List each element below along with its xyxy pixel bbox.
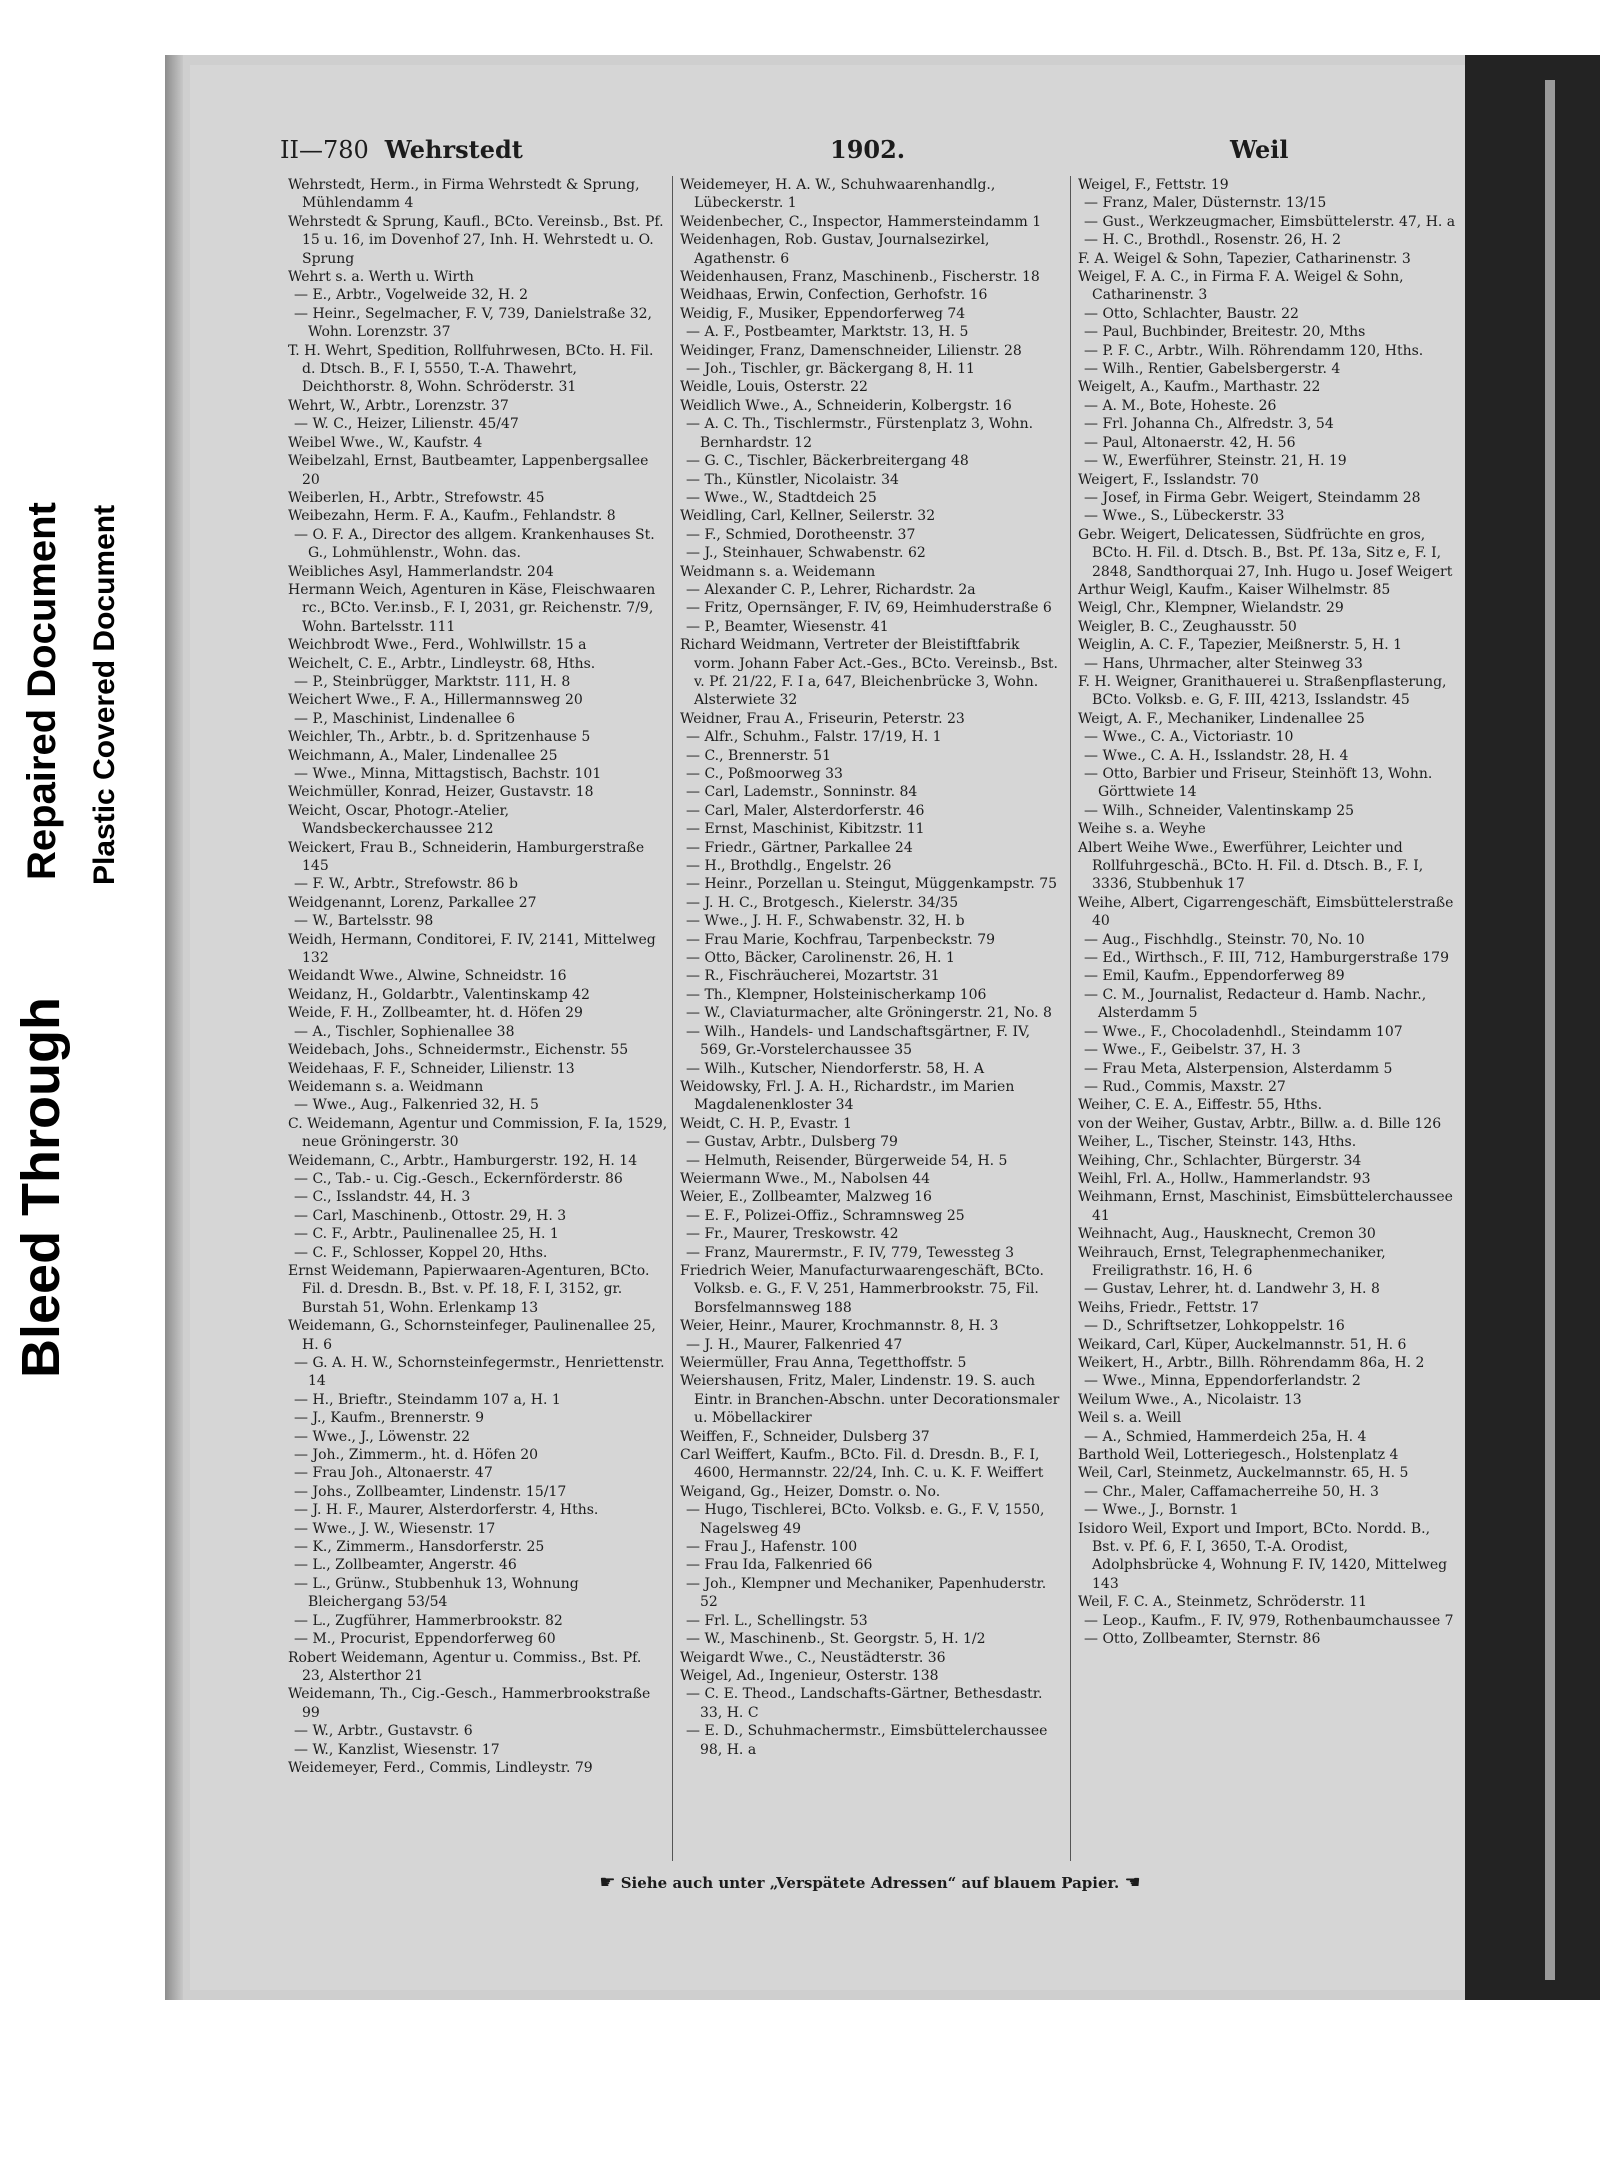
directory-entry: Weihe, Albert, Cigarrengeschäft, Eimsbüttelerstraße 40 xyxy=(1078,894,1454,930)
directory-entry: — Wwe., J. W., Wiesenstr. 17 xyxy=(294,1520,496,1537)
directory-entry: Isidoro Weil, Export und Import, BCto. Nordd. B., Bst. v. Pf. 6, F. I, 3650, T.-A. Orodist, Adolphsbrücke 4, Wohnung F. IV, 1420, Mittelweg 143 xyxy=(1078,1520,1448,1592)
directory-entry: — Frau Meta, Alsterpension, Alsterdamm 5 xyxy=(1084,1060,1393,1077)
directory-column-3 xyxy=(1078,176,1458,1649)
directory-entry: — Josef, in Firma Gebr. Weigert, Steindamm 28 xyxy=(1084,489,1421,506)
directory-entry: Weidanz, H., Goldarbtr., Valentinskamp 42 xyxy=(288,986,590,1003)
directory-entry: — Wilh., Rentier, Gabelsbergerstr. 4 xyxy=(1084,361,1341,378)
directory-entry: Weikert, H., Arbtr., Billh. Röhrendamm 86a, H. 2 xyxy=(1078,1355,1425,1371)
directory-entry: Weichmüller, Konrad, Heizer, Gustavstr. 18 xyxy=(288,784,594,801)
plastic-covered-document-label: Plastic Covered Document xyxy=(88,504,121,885)
directory-entry: — E. F., Polizei-Offiz., Schramnsweg 25 xyxy=(686,1207,965,1224)
directory-entry: — Alfr., Schuhm., Falstr. 17/19, H. 1 xyxy=(686,729,942,746)
directory-entry: — Wwe., Aug., Falkenried 32, H. 5 xyxy=(294,1097,539,1114)
directory-entry: Weihs, Friedr., Fettstr. 17 xyxy=(1078,1299,1259,1316)
directory-entry: — E., Arbtr., Vogelweide 32, H. 2 xyxy=(294,287,529,304)
directory-entry: — Joh., Klempner und Mechaniker, Papenhuderstr. 52 xyxy=(686,1575,1047,1611)
directory-entry: — E. D., Schuhmachermstr., Eimsbüttelerchaussee 98, H. a xyxy=(686,1723,1048,1758)
directory-entry: — Franz, Maurermstr., F. IV, 779, Tewessteg 3 xyxy=(686,1244,1015,1261)
directory-entry: — J., Steinhauer, Schwabenstr. 62 xyxy=(686,545,926,562)
directory-entry: — Hugo, Tischlerei, BCto. Volksb. e. G., F. V, 1550, Nagelsweg 49 xyxy=(686,1502,1045,1537)
directory-entry: — C. M., Journalist, Redacteur d. Hamb. Nachr., Alsterdamm 5 xyxy=(1084,986,1427,1022)
directory-entry: — Leop., Kaufm., F. IV, 979, Rothenbaumchaussee 7 xyxy=(1084,1612,1454,1629)
directory-entry: Weicht, Oscar, Photogr.-Atelier, Wandsbeckerchaussee 212 xyxy=(288,802,510,838)
directory-entry: — Wwe., J. H. F., Schwabenstr. 32, H. b xyxy=(686,913,965,930)
directory-entry: — Frl. Johanna Ch., Alfredstr. 3, 54 xyxy=(1084,416,1334,433)
directory-entry: — Frau Marie, Kochfrau, Tarpenbeckstr. 79 xyxy=(686,931,996,948)
directory-entry: — Carl, Maschinenb., Ottostr. 29, H. 3 xyxy=(294,1207,567,1224)
directory-entry: Weigt, A. F., Mechaniker, Lindenallee 25 xyxy=(1078,710,1365,727)
directory-entry: Weigand, Gg., Heizer, Domstr. o. No. xyxy=(680,1483,941,1500)
directory-entry: Weidemann, G., Schornsteinfeger, Paulinenallee 25, H. 6 xyxy=(288,1318,656,1353)
directory-entry: — K., Zimmerm., Hansdorferstr. 25 xyxy=(294,1539,545,1556)
directory-entry: Weihmann, Ernst, Maschinist, Eimsbüttelerchaussee 41 xyxy=(1078,1189,1453,1224)
directory-entry: Weichelt, C. E., Arbtr., Lindleystr. 68, Hths. xyxy=(288,655,596,672)
directory-entry: — Joh., Tischler, gr. Bäckergang 8, H. 11 xyxy=(686,361,975,378)
directory-entry: Weidemeyer, H. A. W., Schuhwaarenhandlg., Lübeckerstr. 1 xyxy=(680,177,996,212)
directory-entry: F. A. Weigel & Sohn, Tapezier, Catharinenstr. 3 xyxy=(1078,250,1411,267)
directory-entry: Weidehaas, F. F., Schneider, Lilienstr. 13 xyxy=(288,1060,575,1077)
directory-entry: Weigl, Chr., Klempner, Wielandstr. 29 xyxy=(1078,600,1344,617)
directory-entry: Weigel, Ad., Ingenieur, Osterstr. 138 xyxy=(680,1667,939,1684)
directory-entry: Weiershausen, Fritz, Maler, Lindenstr. 19. S. auch Eintr. in Branchen-Abschn. unter Decorationsmaler u. Möbellackirer xyxy=(680,1373,1060,1427)
page-dark-edge xyxy=(1465,55,1600,2000)
directory-entry: — Wwe., C. A. H., Isslandstr. 28, H. 4 xyxy=(1084,747,1349,764)
directory-entry: — Frl. L., Schellingstr. 53 xyxy=(686,1612,868,1629)
directory-entry: Weichler, Th., Arbtr., b. d. Spritzenhause 5 xyxy=(288,729,591,746)
directory-entry: Weibelzahl, Ernst, Bautbeamter, Lappenbergsallee 20 xyxy=(288,453,649,488)
directory-entry: — Paul, Altonaerstr. 42, H. 56 xyxy=(1084,434,1296,451)
directory-entry: — L., Zollbeamter, Angerstr. 46 xyxy=(294,1557,517,1574)
directory-entry: Weier, Heinr., Maurer, Krochmannstr. 8, H. 3 xyxy=(680,1318,999,1335)
directory-entry: Weidlich Wwe., A., Schneiderin, Kolbergstr. 16 xyxy=(680,397,1012,414)
side-labels xyxy=(0,0,150,2177)
directory-entry: Weiermann Wwe., M., Nabolsen 44 xyxy=(680,1170,931,1187)
directory-entry: Richard Weidmann, Vertreter der Bleistiftfabrik vorm. Johann Faber Act.-Ges., BCto. Vereinsb., Bst. v. Pf. 21/22, F. I a, 647, Bleichenbrücke 3, Wohn. Alsterwiete 32 xyxy=(680,637,1058,709)
page-binding-shadow xyxy=(165,55,183,2000)
directory-entry: Weidmann s. a. Weidemann xyxy=(680,563,876,580)
directory-entry: Weil s. a. Weill xyxy=(1078,1410,1182,1427)
directory-entry: — W., Kanzlist, Wiesenstr. 17 xyxy=(294,1741,500,1758)
left-catchword: Wehrstedt xyxy=(384,135,523,164)
directory-entry: Weiher, C. E. A., Eiffestr. 55, Hths. xyxy=(1078,1097,1323,1114)
directory-entry: — Wilh., Schneider, Valentinskamp 25 xyxy=(1084,802,1355,819)
directory-entry: — Gust., Werkzeugmacher, Eimsbüttelerstr. 47, H. a xyxy=(1084,213,1456,230)
directory-entry: — Carl, Lademstr., Sonninstr. 84 xyxy=(686,784,918,801)
directory-entry: Weigler, B. C., Zeughausstr. 50 xyxy=(1078,618,1297,635)
running-header-left xyxy=(280,135,523,164)
directory-entry: — C., Tab.- u. Cig.-Gesch., Eckernförderstr. 86 xyxy=(294,1170,623,1187)
directory-entry: Weickert, Frau B., Schneiderin, Hamburgerstraße 145 xyxy=(288,839,645,875)
directory-entry: C. Weidemann, Agentur und Commission, F. Ia, 1529, neue Gröningerstr. 30 xyxy=(288,1115,668,1151)
directory-entry: — A. M., Bote, Hoheste. 26 xyxy=(1084,397,1277,414)
directory-entry: — Otto, Zollbeamter, Sternstr. 86 xyxy=(1084,1631,1321,1648)
pointing-hand-right-icon: ☛ xyxy=(599,1872,616,1893)
directory-entry: Weiher, L., Tischer, Steinstr. 143, Hths. xyxy=(1078,1134,1357,1151)
directory-entry: Weichmann, A., Maler, Lindenallee 25 xyxy=(288,747,558,764)
directory-entry: — C. E. Theod., Landschafts-Gärtner, Bethesdastr. 33, H. C xyxy=(686,1686,1043,1721)
directory-entry: Weidandt Wwe., Alwine, Schneidstr. 16 xyxy=(288,968,567,985)
directory-entry: — Hans, Uhrmacher, alter Steinweg 33 xyxy=(1084,655,1363,672)
directory-entry: — C. F., Schlosser, Koppel 20, Hths. xyxy=(294,1244,548,1261)
directory-entry: — C., Brennerstr. 51 xyxy=(686,747,831,764)
directory-entry: Weibezahn, Herm. F. A., Kaufm., Fehlandstr. 8 xyxy=(288,508,616,525)
footer-note-text: Siehe auch unter „Verspätete Adressen“ auf blauem Papier. xyxy=(620,1874,1120,1892)
directory-entry: Weidenhagen, Rob. Gustav, Journalsezirkel, Agathenstr. 6 xyxy=(680,232,990,267)
directory-entry: Hermann Weich, Agenturen in Käse, Fleischwaaren rc., BCto. Ver.insb., F. I, 2031, gr. Reichenstr. 7/9, Wohn. Bartelsstr. 111 xyxy=(288,581,656,635)
directory-entry: Weidemann s. a. Weidmann xyxy=(288,1078,484,1095)
directory-entry: — L., Zugführer, Hammerbrookstr. 82 xyxy=(294,1612,563,1629)
directory-entry: — Chr., Maler, Caffamacherreihe 50, H. 3 xyxy=(1084,1483,1379,1500)
directory-entry: — Aug., Fischhdlg., Steinstr. 70, No. 10 xyxy=(1084,931,1365,948)
directory-entry: Weidemann, C., Arbtr., Hamburgerstr. 192, H. 14 xyxy=(288,1152,638,1169)
directory-entry: — Th., Klempner, Holsteinischerkamp 106 xyxy=(686,986,987,1003)
directory-column-1 xyxy=(288,176,668,1777)
directory-entry: Weidt, C. H. P., Evastr. 1 xyxy=(680,1115,852,1132)
directory-entry: Gebr. Weigert, Delicatessen, Südfrüchte en gros, BCto. H. Fil. d. Dtsch. B., Bst. Pf. 13a, Sitz e, F. I, 2848, Sandthorquai 27, Inh. Hugo u. Josef Weigert xyxy=(1078,526,1453,580)
directory-entry: Weihnacht, Aug., Hausknecht, Cremon 30 xyxy=(1078,1226,1376,1243)
directory-entry: — Wwe., Minna, Mittagstisch, Bachstr. 101 xyxy=(294,766,602,782)
directory-entry: Weikard, Carl, Küper, Auckelmannstr. 51, H. 6 xyxy=(1078,1336,1407,1353)
directory-entry: — A. C. Th., Tischlermstr., Fürstenplatz 3, Wohn. Bernhardstr. 12 xyxy=(686,416,1034,451)
directory-entry: — F. W., Arbtr., Strefowstr. 86 b xyxy=(294,876,518,893)
directory-entry: Weiberlen, H., Arbtr., Strefowstr. 45 xyxy=(288,489,545,506)
directory-entry: — P., Maschinist, Lindenallee 6 xyxy=(294,710,516,727)
directory-entry: Weidebach, Johs., Schneidermstr., Eichenstr. 55 xyxy=(288,1042,629,1059)
directory-entry: — F., Schmied, Dorotheenstr. 37 xyxy=(686,526,916,543)
directory-entry: — O. F. A., Director des allgem. Krankenhauses St. G., Lohmühlenstr., Wohn. das. xyxy=(294,526,655,562)
directory-entry: Albert Weihe Wwe., Ewerführer, Leichter und Rollfuhrgeschä., BCto. H. Fil. d. Dtsch. B., F. I, 3336, Stubbenhuk 17 xyxy=(1078,839,1424,893)
directory-entry: — H., Brieftr., Steindamm 107 a, H. 1 xyxy=(294,1391,561,1408)
directory-entry: — Wwe., J., Löwenstr. 22 xyxy=(294,1428,471,1445)
directory-entry: — Alexander C. P., Lehrer, Richardstr. 2a xyxy=(686,581,976,598)
directory-entry: Wehrt s. a. Werth u. Wirth xyxy=(288,269,474,286)
directory-entry: Weidowsky, Frl. J. A. H., Richardstr., im Marien Magdalenenkloster 34 xyxy=(680,1078,1015,1114)
directory-entry: — J. H. F., Maurer, Alsterdorferstr. 4, Hths. xyxy=(294,1502,599,1519)
directory-entry: Weibliches Asyl, Hammerlandstr. 204 xyxy=(288,563,554,580)
directory-entry: — Wilh., Handels- und Landschaftsgärtner, F. IV, 569, Gr.-Vorstelerchaussee 35 xyxy=(686,1023,1031,1059)
directory-entry: Weigel, F., Fettstr. 19 xyxy=(1078,177,1229,193)
directory-column-2 xyxy=(680,176,1060,1759)
repaired-document-label: Repaired Document xyxy=(20,502,64,880)
directory-entry: — C., Isslandstr. 44, H. 3 xyxy=(294,1189,471,1206)
directory-entry: — Ernst, Maschinist, Kibitzstr. 11 xyxy=(686,821,925,838)
directory-entry: — Emil, Kaufm., Eppendorferweg 89 xyxy=(1084,968,1345,985)
directory-entry: — Th., Künstler, Nicolaistr. 34 xyxy=(686,471,899,488)
directory-entry: Weide, F. H., Zollbeamter, ht. d. Höfen 29 xyxy=(288,1005,583,1022)
directory-entry: — Heinr., Segelmacher, F. V, 739, Danielstraße 32, Wohn. Lorenzstr. 37 xyxy=(294,305,653,341)
directory-entry: Weihrauch, Ernst, Telegraphenmechaniker, Freiligrathstr. 16, H. 6 xyxy=(1078,1244,1386,1279)
directory-entry: Weilum Wwe., A., Nicolaistr. 13 xyxy=(1078,1391,1302,1408)
directory-entry: — Otto, Barbier und Friseur, Steinhöft 13, Wohn. Görttwiete 14 xyxy=(1084,766,1433,801)
directory-entry: — Heinr., Porzellan u. Steingut, Müggenkampstr. 75 xyxy=(686,876,1058,893)
directory-entry: Weigardt Wwe., C., Neustädterstr. 36 xyxy=(680,1649,946,1666)
directory-entry: Ernst Weidemann, Papierwaaren-Agenturen, BCto. Fil. d. Dresdn. B., Bst. v. Pf. 18, F. I, 3152, gr. Burstah 51, Wohn. Erlenkamp 13 xyxy=(288,1262,650,1316)
directory-entry: Weidenhausen, Franz, Maschinenb., Fischerstr. 18 xyxy=(680,269,1040,286)
directory-entry: — C. F., Arbtr., Paulinenallee 25, H. 1 xyxy=(294,1226,559,1243)
directory-entry: — W., Claviaturmacher, alte Gröningerstr. 21, No. 8 xyxy=(686,1005,1052,1022)
directory-entry: — A., Schmied, Hammerdeich 25a, H. 4 xyxy=(1084,1428,1367,1445)
right-catchword: Weil xyxy=(1230,135,1289,164)
column-divider xyxy=(1070,176,1071,1861)
directory-entry: — Johs., Zollbeamter, Lindenstr. 15/17 xyxy=(294,1483,567,1500)
directory-entry: — Helmuth, Reisender, Bürgerweide 54, H. 5 xyxy=(686,1152,1008,1169)
directory-entry: — Fr., Maurer, Treskowstr. 42 xyxy=(686,1226,899,1243)
directory-entry: Weil, Carl, Steinmetz, Auckelmannstr. 65, H. 5 xyxy=(1078,1465,1409,1482)
directory-entry: Weihl, Frl. A., Hollw., Hammerlandstr. 93 xyxy=(1078,1170,1371,1187)
directory-entry: — Fritz, Opernsänger, F. IV, 69, Heimhuderstraße 6 xyxy=(686,600,1052,617)
directory-entry: — J. H., Maurer, Falkenried 47 xyxy=(686,1336,903,1353)
directory-entry: — Gustav, Lehrer, ht. d. Landwehr 3, H. 8 xyxy=(1084,1281,1380,1298)
directory-entry: — R., Fischräucherei, Mozartstr. 31 xyxy=(686,968,940,985)
directory-entry: — Gustav, Arbtr., Dulsberg 79 xyxy=(686,1134,898,1151)
directory-entry: — Paul, Buchbinder, Breitestr. 20, Mths xyxy=(1084,324,1366,341)
directory-entry: Weil, F. C. A., Steinmetz, Schröderstr. 11 xyxy=(1078,1594,1368,1611)
directory-entry: Weihing, Chr., Schlachter, Bürgerstr. 34 xyxy=(1078,1152,1362,1169)
directory-entry: — Carl, Maler, Alsterdorferstr. 46 xyxy=(686,802,925,819)
directory-entry: — Wwe., F., Geibelstr. 37, H. 3 xyxy=(1084,1042,1301,1059)
directory-entry: — W., Maschinenb., St. Georgstr. 5, H. 1/2 xyxy=(686,1631,986,1648)
directory-entry: — W., Arbtr., Gustavstr. 6 xyxy=(294,1723,473,1740)
directory-entry: — G. C., Tischler, Bäckerbreitergang 48 xyxy=(686,453,969,470)
directory-entry: — H., Brothdlg., Engelstr. 26 xyxy=(686,858,892,875)
directory-entry: — A. F., Postbeamter, Marktstr. 13, H. 5 xyxy=(686,324,969,341)
directory-entry: — W., Bartelsstr. 98 xyxy=(294,913,434,930)
directory-entry: — Wwe., C. A., Victoriastr. 10 xyxy=(1084,729,1294,746)
directory-entry: Wehrt, W., Arbtr., Lorenzstr. 37 xyxy=(288,397,509,414)
directory-entry: Weidemeyer, Ferd., Commis, Lindleystr. 79 xyxy=(288,1759,593,1776)
pointing-hand-left-icon: ☚ xyxy=(1124,1872,1141,1893)
directory-entry: Weichbrodt Wwe., Ferd., Wohlwillstr. 15 a xyxy=(288,637,587,654)
directory-entry: — G. A. H. W., Schornsteinfegermstr., Henriettenstr. 14 xyxy=(294,1355,665,1390)
directory-entry: — H. C., Brothdl., Rosenstr. 26, H. 2 xyxy=(1084,232,1342,249)
directory-entry: Carl Weiffert, Kaufm., BCto. Fil. d. Dresdn. B., F. I, 4600, Hermannstr. 22/24, Inh. C. u. K. F. Weiffert xyxy=(680,1447,1044,1482)
directory-entry: T. H. Wehrt, Spedition, Rollfuhrwesen, BCto. H. Fil. d. Dtsch. B., F. I, 5550, T.-A. Thawehrt, Deichthorstr. 8, Wohn. Schröderstr. 31 xyxy=(288,342,654,396)
directory-entry: Weiglin, A. C. F., Tapezier, Meißnerstr. 5, H. 1 xyxy=(1078,637,1403,654)
directory-entry: — Otto, Bäcker, Carolinenstr. 26, H. 1 xyxy=(686,950,955,967)
directory-entry: — L., Grünw., Stubbenhuk 13, Wohnung Bleichergang 53/54 xyxy=(294,1575,579,1611)
directory-entry: F. H. Weigner, Granithauerei u. Straßenpflasterung, BCto. Volksb. e. G, F. III, 4213, Isslandstr. 45 xyxy=(1078,673,1447,709)
directory-entry: — J., Kaufm., Brennerstr. 9 xyxy=(294,1410,485,1427)
directory-entry: Weiermüller, Frau Anna, Tegetthoffstr. 5 xyxy=(680,1355,967,1371)
column-divider xyxy=(672,176,673,1861)
bleed-through-label: Bleed Through xyxy=(11,997,71,1378)
directory-entry: Weidh, Hermann, Conditorei, F. IV, 2141, Mittelweg 132 xyxy=(288,931,656,967)
footer-note xyxy=(280,1872,1460,1893)
header-year: 1902. xyxy=(830,135,906,164)
directory-entry: — Wwe., Minna, Eppendorferlandstr. 2 xyxy=(1084,1373,1361,1390)
directory-entry: — A., Tischler, Sophienallee 38 xyxy=(294,1023,515,1040)
directory-entry: — P. F. C., Arbtr., Wilh. Röhrendamm 120, Hths. xyxy=(1084,342,1424,359)
directory-entry: Weigert, F., Isslandstr. 70 xyxy=(1078,471,1259,488)
directory-entry: Weigel, F. A. C., in Firma F. A. Weigel & Sohn, Catharinenstr. 3 xyxy=(1078,269,1404,304)
directory-entry: Weidhaas, Erwin, Confection, Gerhofstr. 16 xyxy=(680,287,988,304)
directory-entry: Weier, E., Zollbeamter, Malzweg 16 xyxy=(680,1189,932,1206)
directory-entry: Weidling, Carl, Kellner, Seilerstr. 32 xyxy=(680,508,936,525)
directory-entry: Wehrstedt, Herm., in Firma Wehrstedt & Sprung, Mühlendamm 4 xyxy=(288,177,640,212)
directory-entry: Weidner, Frau A., Friseurin, Peterstr. 23 xyxy=(680,710,965,727)
directory-entry: — Ed., Wirthsch., F. III, 712, Hamburgerstraße 179 xyxy=(1084,950,1449,967)
directory-entry: Weidenbecher, C., Inspector, Hammersteindamm 1 xyxy=(680,213,1042,230)
directory-entry: — Rud., Commis, Maxstr. 27 xyxy=(1084,1078,1286,1095)
directory-entry: Weiffen, F., Schneider, Dulsberg 37 xyxy=(680,1428,930,1445)
directory-entry: — W. C., Heizer, Lilienstr. 45/47 xyxy=(294,416,519,433)
directory-entry: Weidemann, Th., Cig.-Gesch., Hammerbrookstraße 99 xyxy=(288,1686,651,1721)
directory-entry: Robert Weidemann, Agentur u. Commiss., Bst. Pf. 23, Alsterthor 21 xyxy=(288,1649,642,1684)
directory-entry: Friedrich Weier, Manufacturwaarengeschäft, BCto. Volksb. e. G., F. V, 251, Hammerbrookstr. 75, Fil. Borsfelmannsweg 188 xyxy=(680,1262,1044,1316)
directory-entry: — Otto, Schlachter, Baustr. 22 xyxy=(1084,305,1299,322)
directory-entry: Weidgenannt, Lorenz, Parkallee 27 xyxy=(288,894,537,911)
directory-entry: — Wwe., J., Bornstr. 1 xyxy=(1084,1502,1239,1519)
directory-entry: — Franz, Maler, Düsternstr. 13/15 xyxy=(1084,195,1327,212)
directory-entry: Weidig, F., Musiker, Eppendorferweg 74 xyxy=(680,305,966,322)
directory-entry: von der Weiher, Gustav, Arbtr., Billw. a. d. Bille 126 xyxy=(1078,1115,1442,1132)
directory-entry: — Joh., Zimmerm., ht. d. Höfen 20 xyxy=(294,1447,539,1464)
directory-entry: — C., Poßmoorweg 33 xyxy=(686,766,843,782)
directory-entry: Weihe s. a. Weyhe xyxy=(1078,821,1206,838)
directory-entry: — Wwe., S., Lübeckerstr. 33 xyxy=(1084,508,1285,525)
page-edge-highlight xyxy=(1545,80,1555,1980)
directory-entry: — Wwe., W., Stadtdeich 25 xyxy=(686,489,877,506)
directory-entry: Wehrstedt & Sprung, Kaufl., BCto. Vereinsb., Bst. Pf. 15 u. 16, im Dovenhof 27, Inh. H. Wehrstedt u. O. Sprung xyxy=(288,213,664,267)
directory-entry: — P., Steinbrügger, Marktstr. 111, H. 8 xyxy=(294,673,571,690)
directory-entry: — Friedr., Gärtner, Parkallee 24 xyxy=(686,839,913,856)
directory-entry: Weidinger, Franz, Damenschneider, Lilienstr. 28 xyxy=(680,342,1022,359)
directory-entry: — Wilh., Kutscher, Niendorferstr. 58, H. A xyxy=(686,1060,985,1077)
page-number: II—780 xyxy=(280,136,369,164)
directory-entry: — Wwe., F., Chocoladenhdl., Steindamm 107 xyxy=(1084,1023,1403,1040)
directory-entry: Barthold Weil, Lotteriegesch., Holstenplatz 4 xyxy=(1078,1447,1399,1464)
directory-entry: Weichert Wwe., F. A., Hillermannsweg 20 xyxy=(288,692,583,709)
directory-entry: — W., Ewerführer, Steinstr. 21, H. 19 xyxy=(1084,453,1347,470)
directory-entry: — D., Schriftsetzer, Lohkoppelstr. 16 xyxy=(1084,1318,1345,1335)
directory-entry: — Frau Joh., Altonaerstr. 47 xyxy=(294,1465,493,1482)
directory-entry: — M., Procurist, Eppendorferweg 60 xyxy=(294,1631,556,1648)
directory-entry: Weigelt, A., Kaufm., Marthastr. 22 xyxy=(1078,379,1321,396)
directory-entry: Weidle, Louis, Osterstr. 22 xyxy=(680,379,868,396)
directory-entry: Arthur Weigl, Kaufm., Kaiser Wilhelmstr. 85 xyxy=(1078,581,1391,598)
directory-entry: — J. H. C., Brotgesch., Kielerstr. 34/35 xyxy=(686,894,959,911)
directory-entry: — Frau Ida, Falkenried 66 xyxy=(686,1557,873,1574)
directory-entry: — P., Beamter, Wiesenstr. 41 xyxy=(686,618,889,635)
directory-entry: — Frau J., Hafenstr. 100 xyxy=(686,1539,858,1556)
directory-entry: Weibel Wwe., W., Kaufstr. 4 xyxy=(288,434,483,451)
